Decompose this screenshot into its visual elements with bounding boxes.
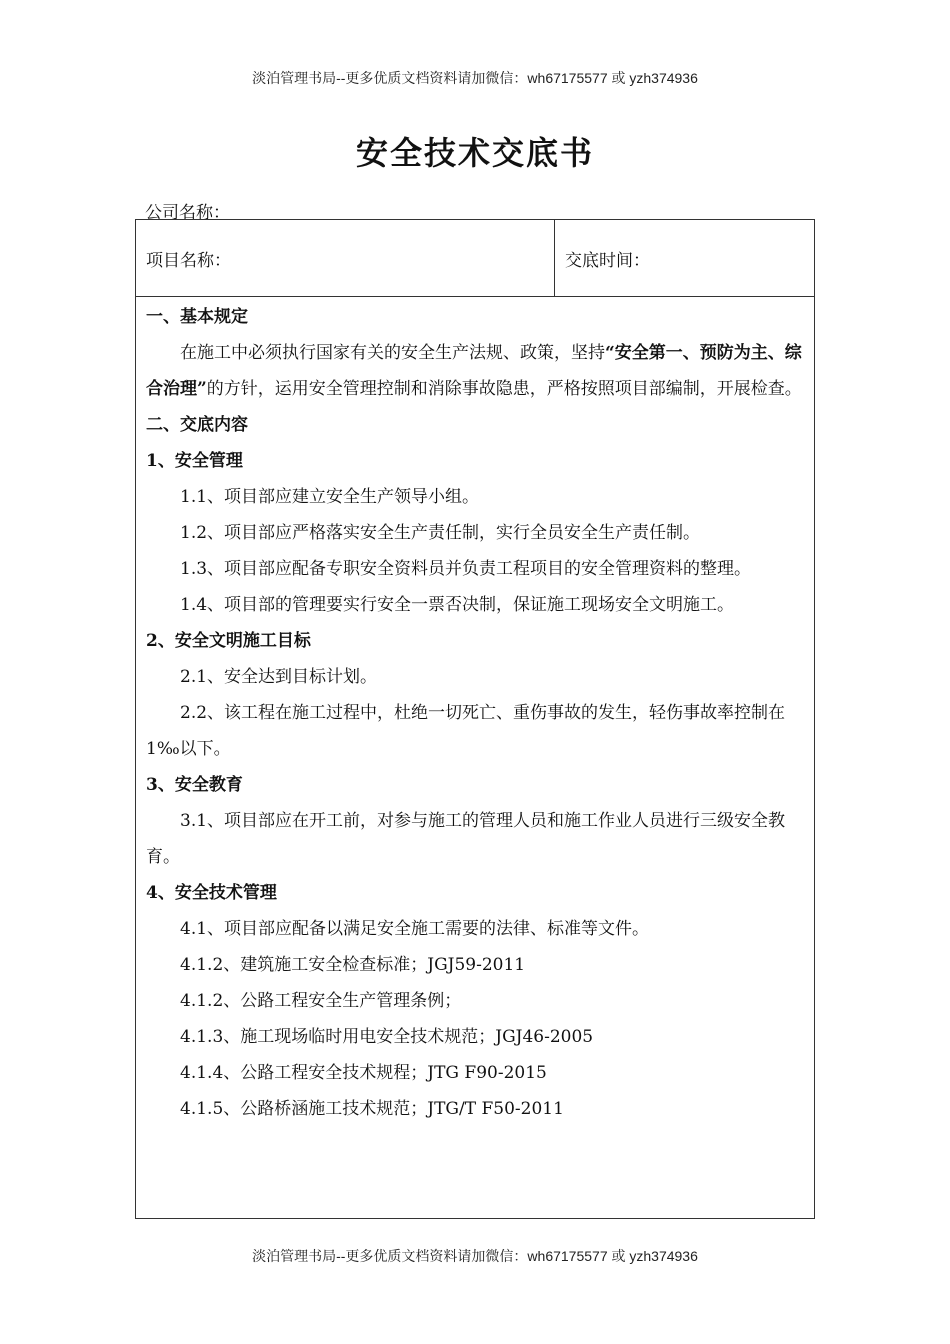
briefing-content [136, 297, 814, 1127]
list-item: 4.1.2、公路工程安全生产管理条例； [180, 991, 462, 1011]
list-item: 4.1、项目部应配备以满足安全施工需要的法律、标准等文件。 [180, 919, 650, 939]
briefing-time-cell [555, 220, 814, 296]
info-row [136, 220, 814, 297]
list-item: 1.1、项目部应建立安全生产领导小组。 [180, 487, 480, 507]
page-footer-text: 淡泊管理书局--更多优质文档资料请加微信：wh67175577 或 yzh374936 [252, 1248, 698, 1264]
list-item: 1.3、项目部应配备专职安全资料员并负责工程项目的安全管理资料的整理。 [180, 559, 752, 579]
project-name-cell [136, 220, 555, 296]
safety-motto: “安全第一、预防为主、综合治理” [146, 343, 802, 399]
list-item: 3.1、项目部应在开工前，对参与施工的管理人员和施工作业人员进行三级安全教育。 [146, 811, 786, 867]
document-title: 安全技术交底书 [355, 134, 594, 172]
list-item: 2.2、该工程在施工过程中，杜绝一切死亡、重伤事故的发生，轻伤事故率控制在1‰以下。 [146, 703, 786, 759]
subsection-heading: 1、安全管理 [146, 451, 243, 471]
list-item: 1.2、项目部应严格落实安全生产责任制，实行全员安全生产责任制。 [180, 523, 701, 543]
subsection-heading: 2、安全文明施工目标 [146, 631, 311, 651]
list-item: 4.1.3、施工现场临时用电安全技术规范；JGJ46-2005 [180, 1027, 594, 1047]
list-item: 1.4、项目部的管理要实行安全一票否决制，保证施工现场安全文明施工。 [180, 595, 735, 615]
briefing-time-label: 交底时间： [565, 250, 650, 271]
subsection-heading: 4、安全技术管理 [146, 883, 277, 903]
section-heading: 一、基本规定 [146, 307, 248, 327]
basic-rules-paragraph [146, 335, 804, 407]
list-item: 4.1.5、公路桥涵施工技术规范；JTG/T F50-2011 [180, 1099, 564, 1119]
list-item: 2.1、安全达到目标计划。 [180, 667, 378, 687]
basic-para-text: 在施工中必须执行国家有关的安全生产法规、政策，坚持 [180, 343, 605, 363]
page-header-text: 淡泊管理书局--更多优质文档资料请加微信：wh67175577 或 yzh374936 [252, 70, 698, 86]
basic-para-text-end: 的方针，运用安全管理控制和消除事故隐患，严格按照项目部编制，开展检查。 [206, 379, 802, 399]
company-name-label: 公司名称： [145, 203, 230, 223]
section-heading: 二、交底内容 [146, 415, 248, 435]
list-item: 4.1.2、建筑施工安全检查标准；JGJ59-2011 [180, 955, 526, 975]
subsection-heading: 3、安全教育 [146, 775, 243, 795]
list-item: 4.1.4、公路工程安全技术规程；JTG F90-2015 [180, 1063, 547, 1083]
briefing-table [135, 219, 815, 1219]
project-name-label: 项目名称： [146, 250, 231, 271]
